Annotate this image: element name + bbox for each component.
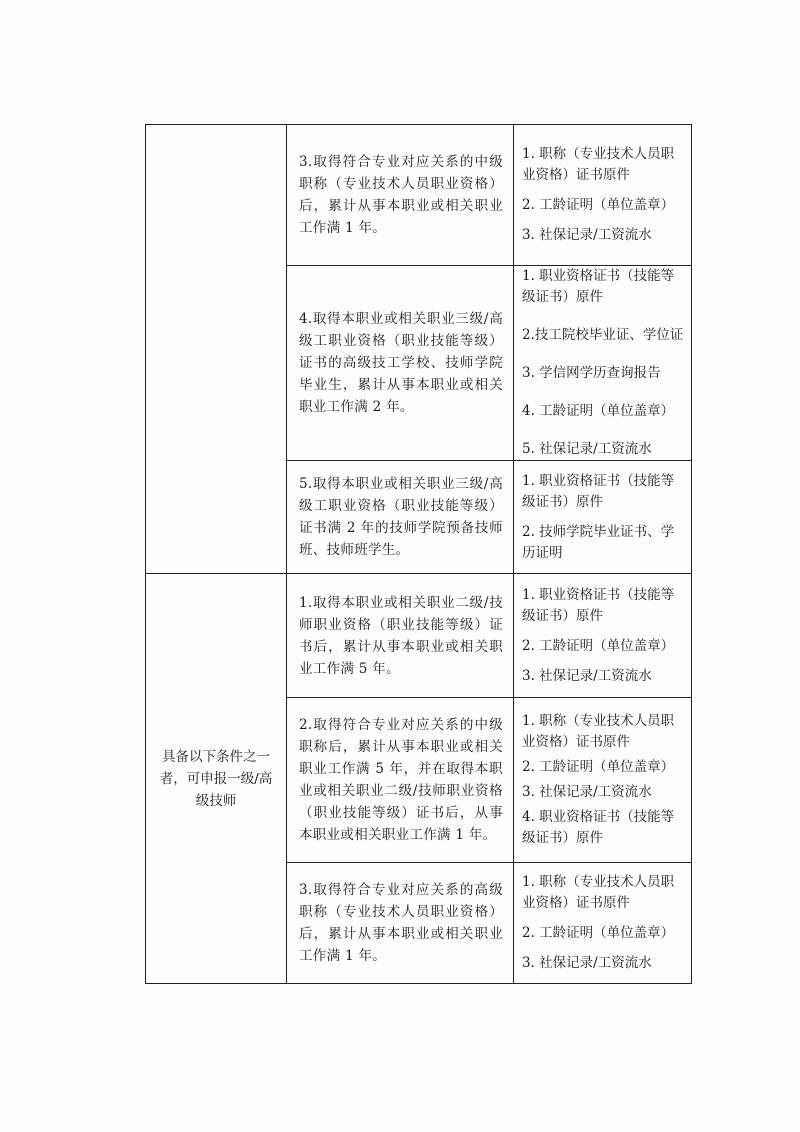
material-item: 2. 技师学院毕业证书、学历证明 bbox=[522, 523, 675, 561]
condition-cell bbox=[287, 266, 514, 461]
material-item: 1. 职称（专业技术人员职业资格）证书原件 bbox=[522, 146, 675, 183]
material-item: 2. 工龄证明（单位盖章） bbox=[522, 197, 675, 213]
materials-cell bbox=[514, 574, 692, 698]
material-item: 1. 职称（专业技术人员职业资格）证书原件 bbox=[522, 713, 675, 750]
condition-text: 5.取得本职业或相关职业三级/高级工职业资格（职业技能等级）证书满 2 年的技师学院预备技师班、技师班学生。 bbox=[299, 476, 503, 558]
materials-list bbox=[522, 711, 685, 849]
condition-text: 1.取得本职业或相关职业二级/技师职业资格（职业技能等级）证书后，累计从事本职业或相关职业工作满 5 年。 bbox=[299, 594, 503, 677]
material-item: 3. 社保记录/工资流水 bbox=[522, 955, 652, 971]
material-item: 2. 工龄证明（单位盖章） bbox=[522, 925, 675, 941]
materials-list bbox=[522, 471, 685, 564]
materials-cell bbox=[514, 461, 692, 574]
material-item: 3. 学信网学历查询报告 bbox=[522, 365, 661, 381]
condition-text: 4.取得本职业或相关职业三级/高级工职业资格（职业技能等级）证书的高级技工学校、技师学院毕业生，累计从事本职业或相关职业工作满 2 年。 bbox=[299, 311, 503, 415]
materials-list bbox=[522, 585, 685, 687]
materials-cell bbox=[514, 698, 692, 863]
condition-cell bbox=[287, 863, 514, 984]
table-row bbox=[146, 574, 692, 698]
condition-cell bbox=[287, 698, 514, 863]
material-item: 3. 社保记录/工资流水 bbox=[522, 227, 652, 243]
materials-list bbox=[522, 144, 685, 246]
material-item: 3. 社保记录/工资流水 bbox=[522, 784, 652, 800]
material-item: 4. 职业资格证书（技能等级证书）原件 bbox=[522, 809, 675, 846]
condition-cell bbox=[287, 574, 514, 698]
materials-list bbox=[522, 872, 685, 974]
material-item: 2. 工龄证明（单位盖章） bbox=[522, 759, 675, 775]
condition-text: 3.取得符合专业对应关系的中级职称（专业技术人员职业资格）后，累计从事本职业或相关职业工作满 1 年。 bbox=[299, 154, 503, 236]
material-item: 2. 工龄证明（单位盖章） bbox=[522, 637, 675, 654]
material-item: 3. 社保记录/工资流水 bbox=[522, 667, 652, 684]
materials-cell bbox=[514, 863, 692, 984]
condition-cell bbox=[287, 461, 514, 574]
materials-cell bbox=[514, 266, 692, 461]
material-item: 1. 职业资格证书（技能等级证书）原件 bbox=[522, 586, 675, 624]
material-item: 1. 职业资格证书（技能等级证书）原件 bbox=[522, 268, 675, 305]
level-label: 具备以下条件之一者，可申报一级/高级技师 bbox=[159, 748, 273, 809]
materials-cell bbox=[514, 125, 692, 266]
condition-text: 3.取得符合专业对应关系的高级职称（专业技术人员职业资格）后，累计从事本职业或相关职业工作满 1 年。 bbox=[299, 882, 503, 964]
material-item: 5. 社保记录/工资流水 bbox=[522, 441, 652, 457]
level-cell bbox=[146, 125, 287, 574]
material-item: 4. 工龄证明（单位盖章） bbox=[522, 403, 675, 419]
requirements-table bbox=[145, 124, 692, 984]
material-item: 1. 职业资格证书（技能等级证书）原件 bbox=[522, 472, 675, 510]
table-row bbox=[146, 125, 692, 266]
material-item: 1. 职称（专业技术人员职业资格）证书原件 bbox=[522, 874, 675, 911]
condition-text: 2.取得符合专业对应关系的中级职称后，累计从事本职业或相关职业工作满 5 年，并在取得本职业或相关职业二级/技师职业资格（职业技能等级）证书后，从事本职业或相关职业工作满 1 年。 bbox=[299, 717, 503, 843]
condition-cell bbox=[287, 125, 514, 266]
materials-list bbox=[522, 266, 685, 460]
material-item: 2.技工院校毕业证、学位证 bbox=[522, 327, 684, 343]
level-cell bbox=[146, 574, 287, 984]
